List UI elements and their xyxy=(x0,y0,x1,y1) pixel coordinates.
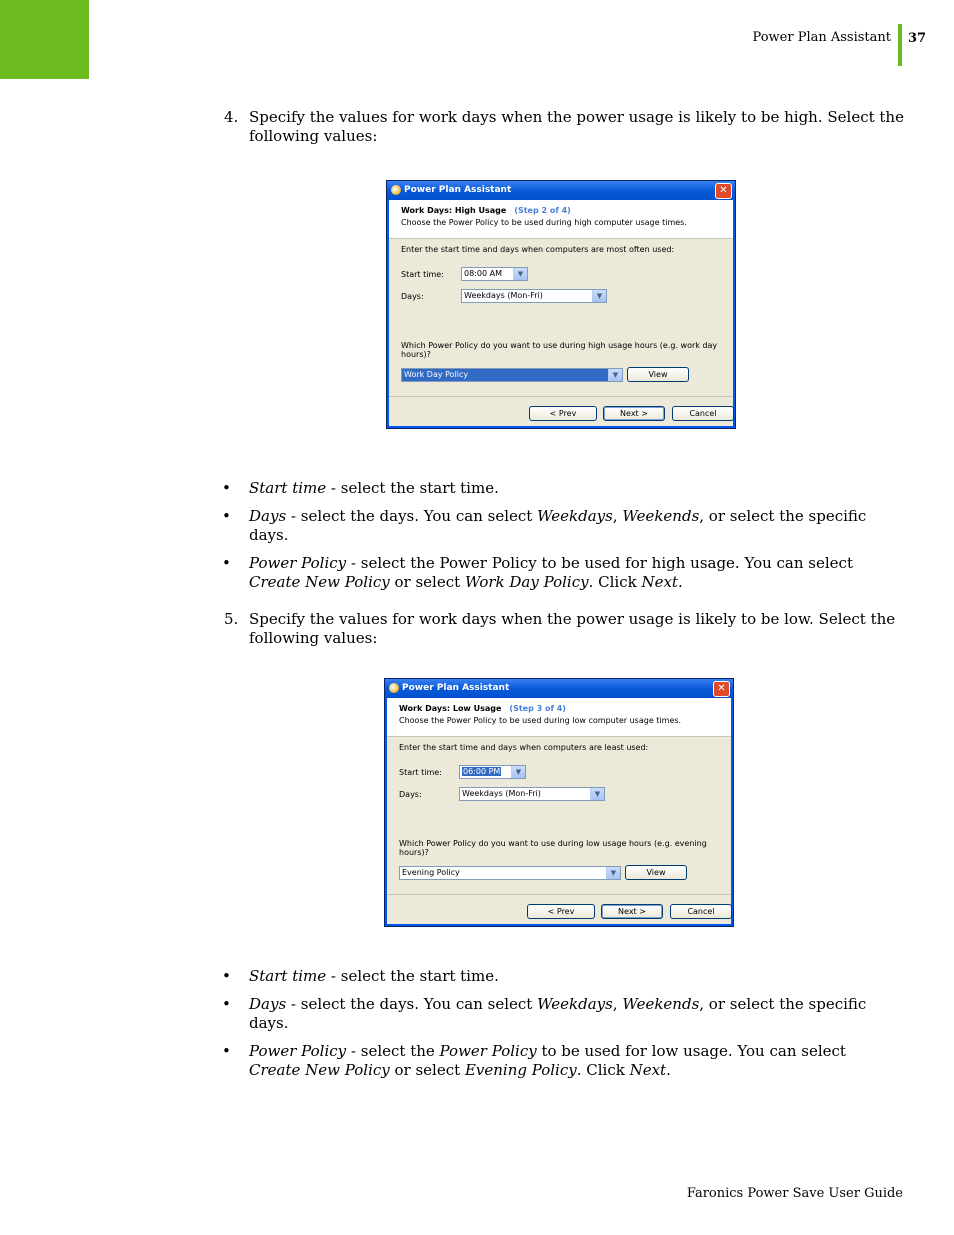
time-prompt: Enter the start time and days when computers are least used: xyxy=(399,743,649,752)
em-text: Weekdays xyxy=(537,995,613,1013)
em-text: Power Policy xyxy=(249,554,347,572)
dialog-heading xyxy=(399,704,566,713)
text: - select the Power Policy to be used for high usage. You can select xyxy=(346,554,853,572)
next-button[interactable] xyxy=(603,406,665,421)
text: or select xyxy=(389,573,465,591)
dialog-low-usage xyxy=(384,678,734,927)
step-number: 5. xyxy=(224,610,239,628)
policy-value: Work Day Policy xyxy=(404,370,469,379)
heading-text: Work Days: Low Usage xyxy=(399,704,502,713)
list-item xyxy=(222,995,902,1033)
dialog-subheading: Choose the Power Policy to be used during low computer usage times. xyxy=(399,716,682,725)
step-text: Specify the values for work days when the power usage is likely to be high. Select the following values: xyxy=(249,108,904,145)
app-icon xyxy=(389,683,399,693)
dialog-header xyxy=(387,698,731,737)
text: - select the days. You can select xyxy=(286,507,538,525)
start-time-label: Start time: xyxy=(401,270,444,279)
text: , xyxy=(612,507,623,525)
dialog-header xyxy=(389,200,733,239)
start-time-select[interactable] xyxy=(459,765,526,779)
start-time-value: 06:00 PM xyxy=(463,767,501,776)
text: - select the xyxy=(346,1042,440,1060)
next-label: Next > xyxy=(618,907,646,916)
list-item xyxy=(222,479,902,498)
text: - select the start time. xyxy=(326,967,499,985)
heading-text: Work Days: High Usage xyxy=(401,206,507,215)
cancel-button[interactable] xyxy=(670,904,732,919)
text: . Click xyxy=(576,1061,630,1079)
chevron-down-icon[interactable]: ▼ xyxy=(513,268,527,280)
close-icon[interactable]: ✕ xyxy=(715,183,732,199)
step-text: Specify the values for work days when the power usage is likely to be low. Select the following values: xyxy=(249,610,896,647)
em-text: Days xyxy=(249,507,287,525)
step-number: 4. xyxy=(224,108,239,126)
header-divider xyxy=(898,24,902,66)
em-text: Power Policy xyxy=(249,1042,347,1060)
days-label: Days: xyxy=(399,790,422,799)
dialog-separator xyxy=(387,894,731,895)
dialog-titlebar[interactable] xyxy=(387,181,735,200)
text: - select the days. You can select xyxy=(286,995,538,1013)
days-value: Weekdays (Mon-Fri) xyxy=(462,789,541,798)
policy-select[interactable] xyxy=(401,368,623,382)
cancel-label: Cancel xyxy=(687,907,715,916)
em-text: Weekends xyxy=(622,507,700,525)
bullet-dot: • xyxy=(222,1042,231,1060)
header-accent-block xyxy=(0,0,89,79)
em-text: Evening Policy xyxy=(464,1061,577,1079)
dialog-heading xyxy=(401,206,571,215)
em-text: Create New Policy xyxy=(249,1061,390,1079)
dialog-separator xyxy=(389,396,733,397)
dialog-titlebar[interactable] xyxy=(385,679,733,698)
time-prompt: Enter the start time and days when computers are most often used: xyxy=(401,245,675,254)
text: or select xyxy=(389,1061,465,1079)
close-icon[interactable]: ✕ xyxy=(713,681,730,697)
prev-label: < Prev xyxy=(549,409,577,418)
footer-text: Faronics Power Save User Guide xyxy=(686,1186,903,1201)
bullet-dot: • xyxy=(222,479,231,497)
em-text: Days xyxy=(249,995,287,1013)
dialog-title: Power Plan Assistant xyxy=(402,683,510,693)
bullet-list-high xyxy=(222,479,902,601)
view-label: View xyxy=(648,370,668,379)
chevron-down-icon[interactable]: ▼ xyxy=(606,867,620,879)
bullet-dot: • xyxy=(222,967,231,985)
em-text: Work Day Policy xyxy=(464,573,589,591)
view-label: View xyxy=(646,868,666,877)
em-text: Create New Policy xyxy=(249,573,390,591)
next-button[interactable] xyxy=(601,904,663,919)
chevron-down-icon[interactable]: ▼ xyxy=(608,369,622,381)
em-text: Next xyxy=(641,573,678,591)
start-time-select[interactable] xyxy=(461,267,528,281)
text: , xyxy=(612,995,623,1013)
dialog-high-usage xyxy=(386,180,736,429)
text: , or select the specific days. xyxy=(249,995,867,1032)
start-time-label: Start time: xyxy=(399,768,442,777)
cancel-button[interactable] xyxy=(672,406,734,421)
chevron-down-icon[interactable]: ▼ xyxy=(511,766,525,778)
em-text: Weekdays xyxy=(537,507,613,525)
list-item xyxy=(222,967,902,986)
list-item xyxy=(222,1042,902,1080)
view-button[interactable] xyxy=(627,367,689,382)
policy-value: Evening Policy xyxy=(402,868,460,877)
list-item xyxy=(222,507,902,545)
text: , or select the specific days. xyxy=(249,507,867,544)
start-time-value: 08:00 AM xyxy=(464,269,502,278)
em-text: Start time xyxy=(249,967,327,985)
policy-prompt: Which Power Policy do you want to use during high usage hours (e.g. work day hours)? xyxy=(401,341,718,359)
prev-button[interactable] xyxy=(529,406,597,421)
em-text: Power Policy xyxy=(439,1042,537,1060)
dialog-client xyxy=(387,698,731,924)
em-text: Weekends xyxy=(622,995,700,1013)
prev-label: < Prev xyxy=(547,907,575,916)
days-select[interactable] xyxy=(459,787,605,801)
header-title: Power Plan Assistant xyxy=(752,30,891,45)
policy-select[interactable] xyxy=(399,866,621,880)
page-number: 37 xyxy=(908,31,927,46)
step-note: (Step 2 of 4) xyxy=(514,206,571,215)
days-label: Days: xyxy=(401,292,424,301)
bullet-list-low xyxy=(222,967,902,1089)
days-value: Weekdays (Mon-Fri) xyxy=(464,291,543,300)
next-label: Next > xyxy=(620,409,648,418)
em-text: Start time xyxy=(249,479,327,497)
bullet-dot: • xyxy=(222,995,231,1013)
em-text: Next xyxy=(629,1061,667,1079)
step-note: (Step 3 of 4) xyxy=(509,704,566,713)
chevron-down-icon[interactable]: ▼ xyxy=(590,788,604,800)
dialog-client xyxy=(389,200,733,426)
text: . Click xyxy=(588,573,642,591)
text: to be used for low usage. You can select xyxy=(536,1042,846,1060)
list-item xyxy=(222,554,902,592)
prev-button[interactable] xyxy=(527,904,595,919)
view-button[interactable] xyxy=(625,865,687,880)
cancel-label: Cancel xyxy=(689,409,717,418)
dialog-subheading: Choose the Power Policy to be used during high computer usage times. xyxy=(401,218,687,227)
chevron-down-icon[interactable]: ▼ xyxy=(592,290,606,302)
policy-prompt: Which Power Policy do you want to use during low usage hours (e.g. evening hours)? xyxy=(399,839,707,857)
bullet-dot: • xyxy=(222,554,231,572)
dialog-title: Power Plan Assistant xyxy=(404,185,512,195)
bullet-dot: • xyxy=(222,507,231,525)
text: . xyxy=(666,1061,671,1079)
days-select[interactable] xyxy=(461,289,607,303)
text: - select the start time. xyxy=(326,479,499,497)
text: . xyxy=(677,573,683,591)
app-icon xyxy=(391,185,401,195)
